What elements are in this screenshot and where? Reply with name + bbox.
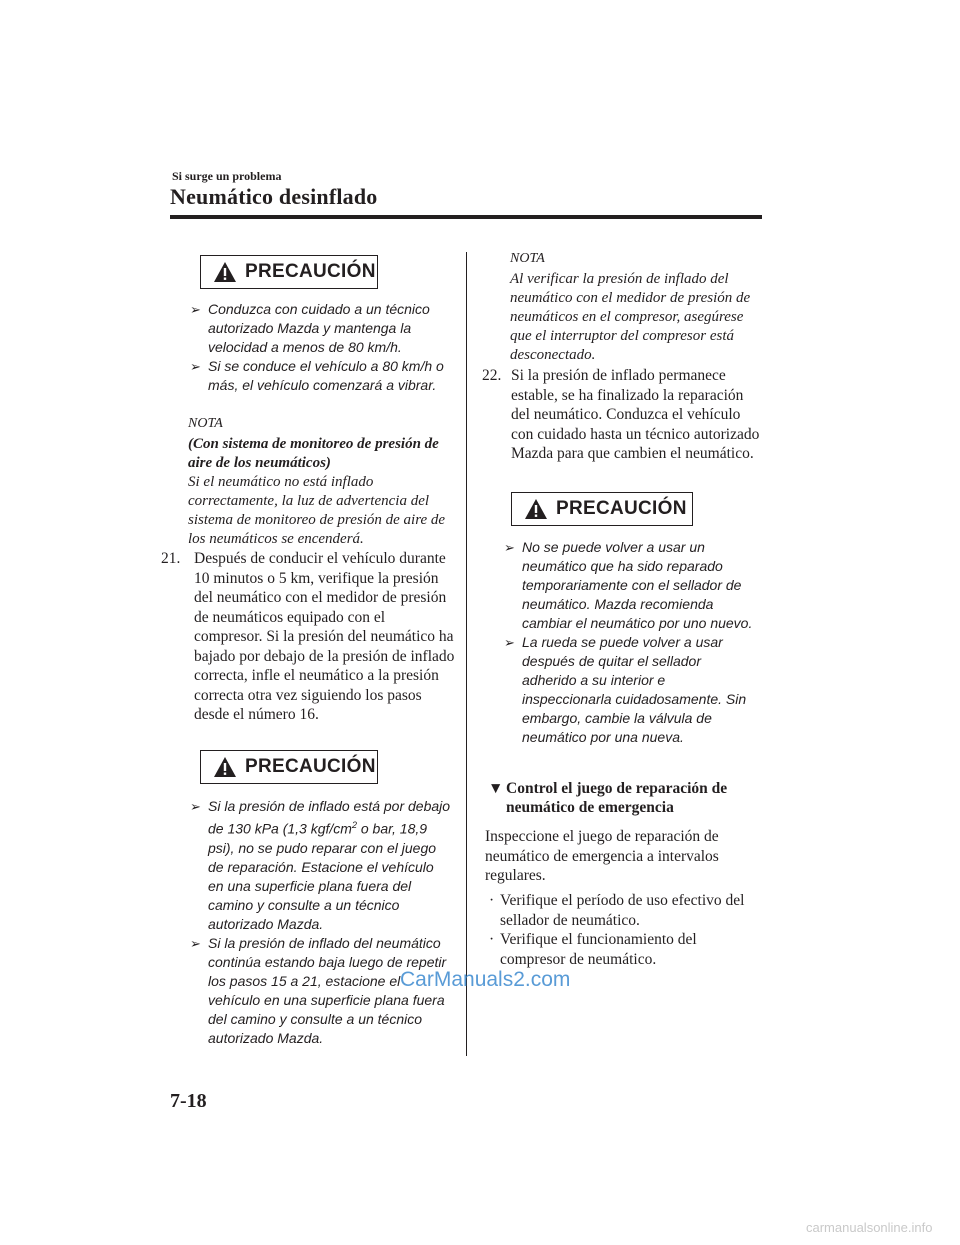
section-label: Si surge un problema xyxy=(172,169,282,183)
nota-heading: (Con sistema de monitoreo de presión de aire de los neumáticos) xyxy=(188,436,439,471)
nota-label: NOTA xyxy=(188,416,223,431)
paragraph: Inspeccione el juego de reparación de neumático de emergencia a intervalos regulares. xyxy=(485,828,719,884)
footer-watermark: carmanualsonline.info xyxy=(806,1220,933,1235)
list-item: · Verifique el funcionamiento del compresor de neumático. xyxy=(489,931,697,968)
title-rule xyxy=(170,215,762,219)
caution-item: ➢ No se puede volver a usar un neumático que ha sido reparado temporariamente con el sellador de neumático. Mazda recomienda cambiar el neumático por uno nuevo. xyxy=(504,539,753,631)
step-21 xyxy=(161,549,455,725)
caution-item: ➢ Si la presión de inflado está por debajo de 130 kPa (1,3 kgf/$cm^2$ o bar, 18,9 psi), no se pudo reparar con el juego de reparación. Estacione el vehículo en una superficie plana fuera del camino y consulte a un técnico autorizado Mazda. xyxy=(190,798,451,932)
column-divider xyxy=(466,252,467,1056)
nota-text: Si el neumático no está inflado correctamente, la luz de advertencia del sistema de monitoreo de presión de aire de los neumáticos se encenderá. xyxy=(188,474,446,547)
caution-label: PRECAUCIÓN xyxy=(245,261,376,282)
nota-text: Al verificar la presión de inflado del neumático con el medidor de presión de neumáticos en el compresor, asegúrese que el interruptor del compresor está desconectado. xyxy=(510,271,751,363)
warning-icon xyxy=(213,261,237,283)
page-number: 7-18 xyxy=(170,1090,207,1112)
arrow-icon: ➢ xyxy=(190,359,201,374)
check-list xyxy=(486,891,758,969)
arrow-icon: ➢ xyxy=(504,635,515,650)
list-item: · Verifique el período de uso efectivo del sellador de neumático. xyxy=(489,892,745,929)
nota-label: NOTA xyxy=(510,251,545,266)
caution-item: ➢ Si se conduce el vehículo a 80 km/h o más, el vehículo comenzará a vibrar. xyxy=(190,358,444,393)
page-title: Neumático desinflado xyxy=(170,184,378,209)
step-text: Si la presión de inflado permanece estable, se ha finalizado la reparación del neumático. Conduzca el vehículo con cuidado hasta un técnico autorizado Mazda para que cambien el neumático. xyxy=(511,367,760,462)
step-22 xyxy=(482,366,762,464)
caution-item: ➢ Conduzca con cuidado a un técnico autorizado Mazda y mantenga la velocidad a menos de 80 km/h. xyxy=(190,301,430,355)
caution-label: PRECAUCIÓN xyxy=(556,498,687,519)
step-number: 21. xyxy=(161,550,181,567)
caution-list xyxy=(190,300,452,395)
step-number: 22. xyxy=(482,367,502,384)
caution-label: PRECAUCIÓN xyxy=(245,756,376,777)
caution-list xyxy=(190,797,452,1048)
caution-item: ➢ La rueda se puede volver a usar después de quitar el sellador adherido a su interior e inspeccionarla cuidadosamente. Sin embargo, cambie la válvula de neumático por una nueva. xyxy=(504,634,747,745)
watermark: CarManuals2.com xyxy=(400,968,571,991)
caution-box xyxy=(511,492,693,526)
arrow-icon: ➢ xyxy=(190,935,201,951)
warning-icon xyxy=(213,756,237,778)
arrow-icon: ➢ xyxy=(190,302,201,317)
caution-box xyxy=(200,750,378,784)
step-text: Después de conducir el vehículo durante 10 minutos o 5 km, verifique la presión del neumático con el medidor de presión de neumáticos equipado con el compresor. Si la presión del neumático ha bajado por debajo de la presión de inflado correcta, infle el neumático a la presión correcta otra vez siguiendo los pasos desde el número 16. xyxy=(194,550,455,723)
caution-list xyxy=(504,538,756,747)
subheading: ▼ Control el juego de reparación de neumático de emergencia xyxy=(488,780,728,816)
caution-item: ➢ Si la presión de inflado del neumático continúa estando baja luego de repetir los pasos 15 a 21, estacione el vehículo en una superficie plana fuera del camino y consulte a un técnico autorizado Mazda. xyxy=(190,934,447,1046)
triangle-down-icon: ▼ xyxy=(488,780,504,797)
caution-box xyxy=(200,255,378,289)
arrow-icon: ➢ xyxy=(190,799,201,814)
arrow-icon: ➢ xyxy=(504,540,515,555)
warning-icon xyxy=(524,498,548,520)
